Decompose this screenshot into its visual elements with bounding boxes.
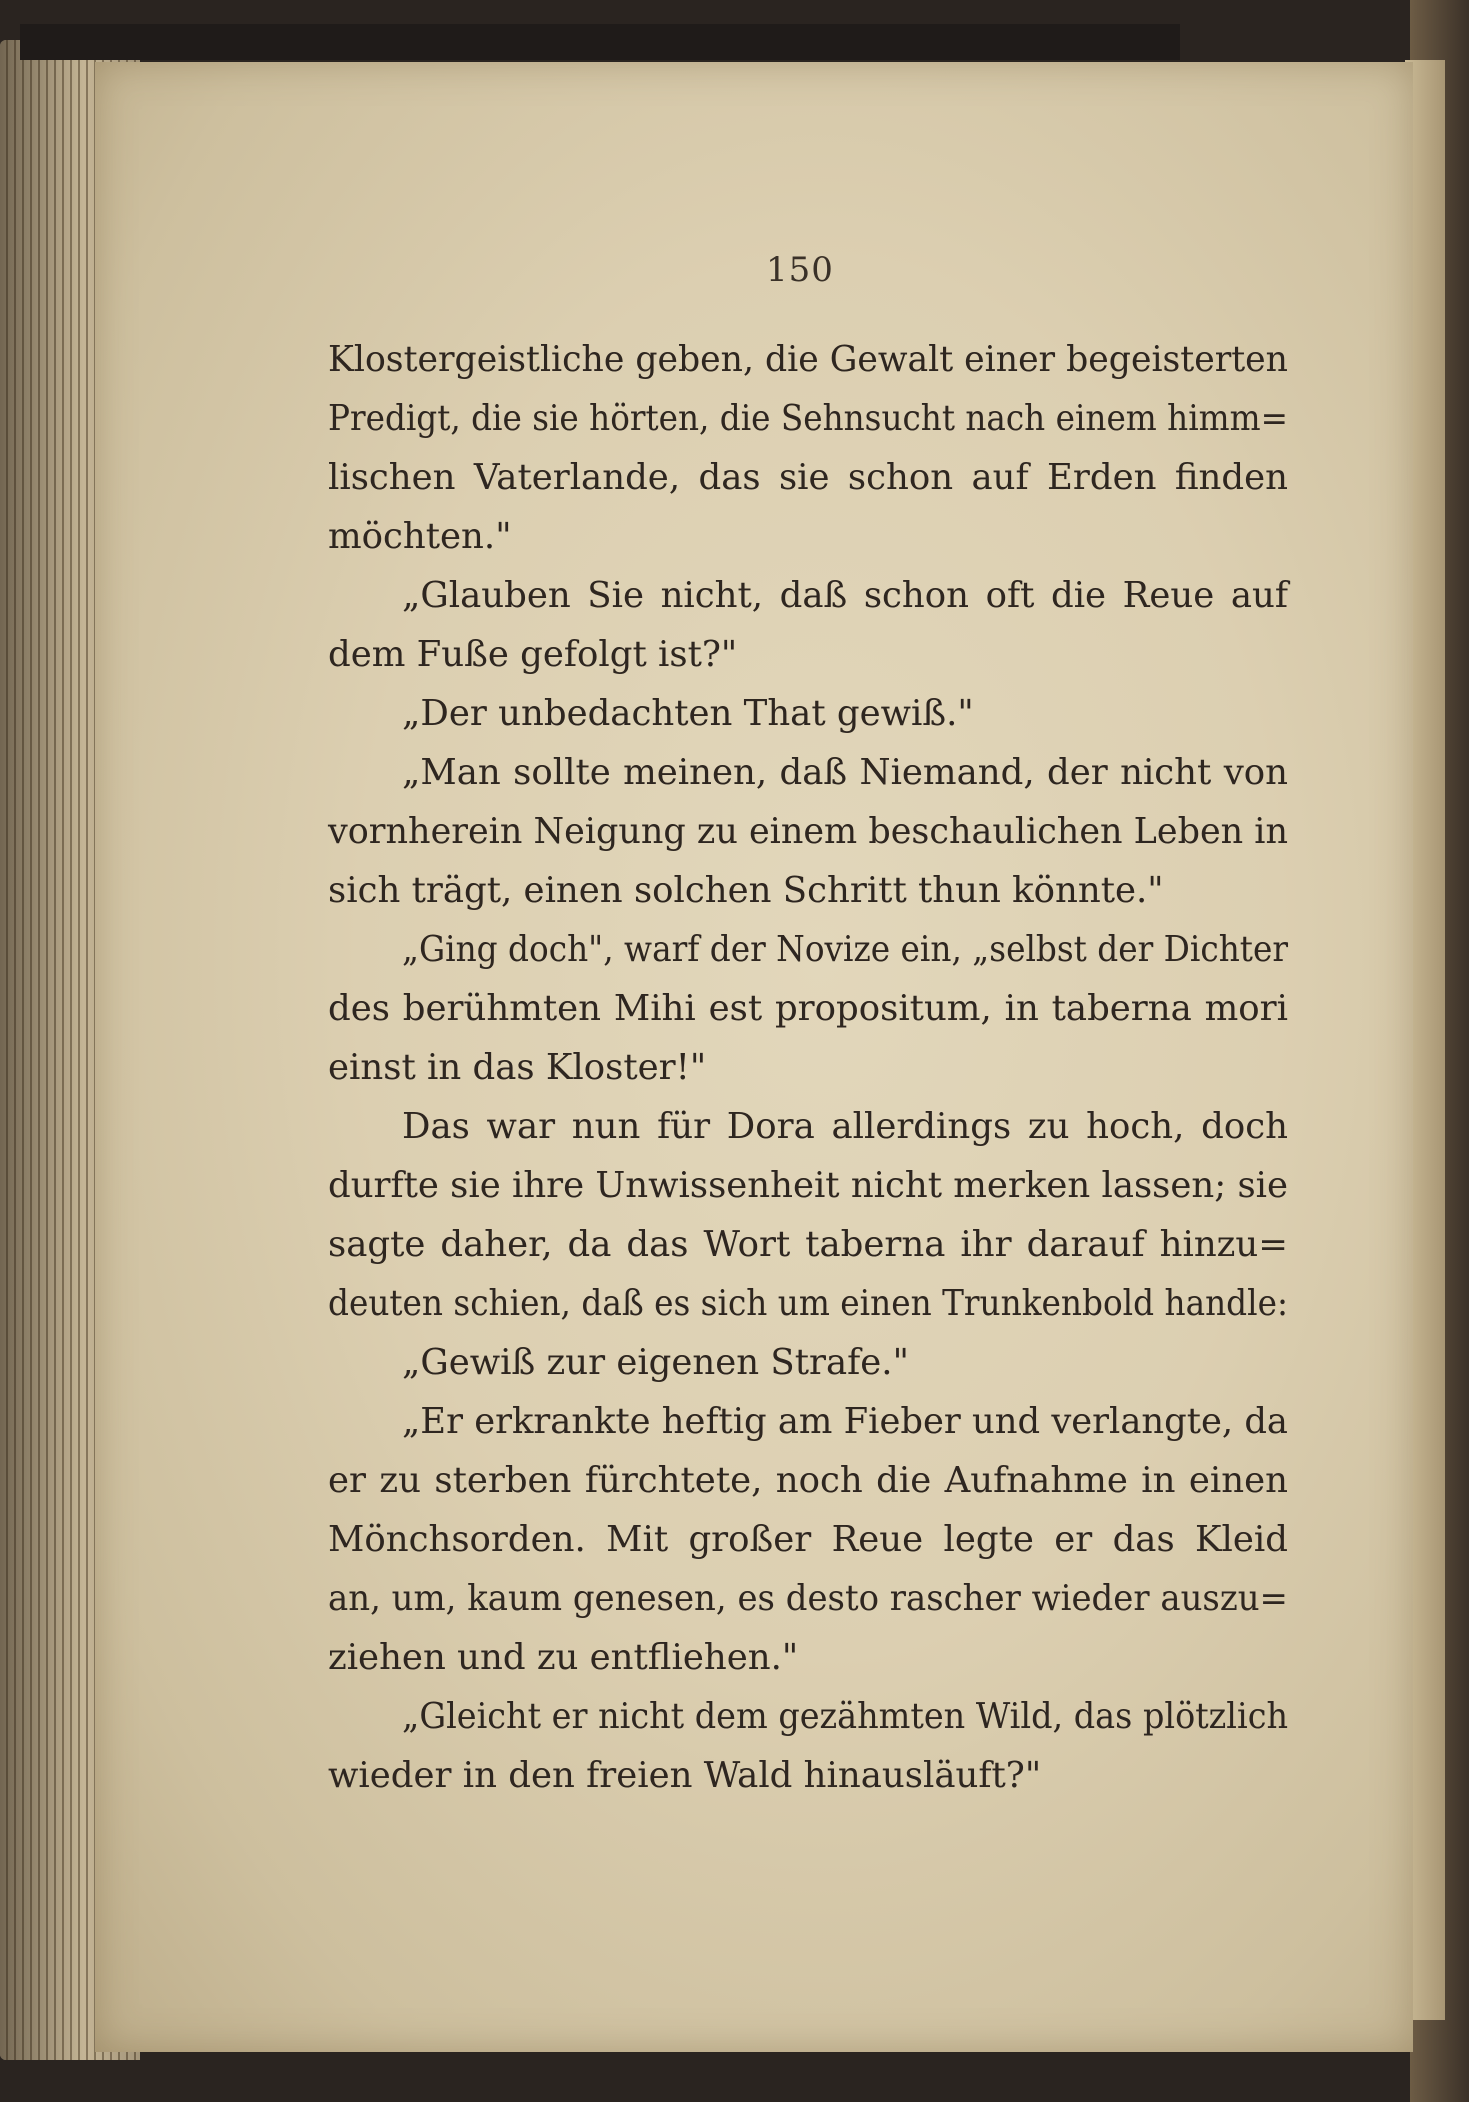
page-body-text: [328, 330, 1288, 1805]
text-line: vornherein Neigung zu einem beschaulichen Leben in: [328, 811, 1288, 852]
text-line: ziehen und zu entfliehen.": [328, 1637, 799, 1678]
text-line: sich trägt, einen solchen Schritt thun könnte.": [328, 870, 1164, 911]
text-line: deuten schien, daß es sich um einen Trunkenbold handle:: [328, 1283, 1288, 1324]
text-line: „Gleicht er nicht dem gezähmten Wild, das plötzlich: [402, 1696, 1288, 1737]
text-line: dem Fuße gefolgt ist?": [328, 634, 738, 675]
text-line: „Ging doch", warf der Novize ein, „selbst der Dichter: [402, 929, 1288, 970]
page-number: 150: [766, 250, 834, 290]
text-line: des berühmten Mihi est propositum, in taberna mori: [328, 988, 1288, 1029]
text-line: Mönchsorden. Mit großer Reue legte er das Kleid: [328, 1519, 1288, 1560]
text-line: er zu sterben fürchtete, noch die Aufnahme in einen: [328, 1460, 1288, 1501]
text-line: „Man sollte meinen, daß Niemand, der nicht von: [402, 752, 1288, 793]
text-line: möchten.": [328, 516, 512, 557]
text-line: wieder in den freien Wald hinausläuft?": [328, 1755, 1042, 1796]
text-line: lischen Vaterlande, das sie schon auf Erden finden: [328, 457, 1288, 498]
text-line: einst in das Kloster!": [328, 1047, 707, 1088]
text-line: „Er erkrankte heftig am Fieber und verlangte, da: [402, 1401, 1288, 1442]
text-line: Predigt, die sie hörten, die Sehnsucht nach einem himm=: [328, 398, 1288, 439]
text-line: durfte sie ihre Unwissenheit nicht merken lassen; sie: [328, 1165, 1288, 1206]
text-line: „Glauben Sie nicht, daß schon oft die Reue auf: [402, 575, 1288, 616]
binding-strip: [20, 24, 1180, 60]
text-line: Klostergeistliche geben, die Gewalt einer begeisterten: [328, 339, 1288, 380]
text-line: „Der unbedachten That gewiß.": [402, 693, 974, 734]
text-line: Das war nun für Dora allerdings zu hoch, doch: [402, 1106, 1288, 1147]
text-line: „Gewiß zur eigenen Strafe.": [402, 1342, 909, 1383]
text-line: an, um, kaum genesen, es desto rascher wieder auszu=: [328, 1578, 1288, 1619]
text-line: sagte daher, da das Wort taberna ihr darauf hinzu=: [328, 1224, 1288, 1265]
